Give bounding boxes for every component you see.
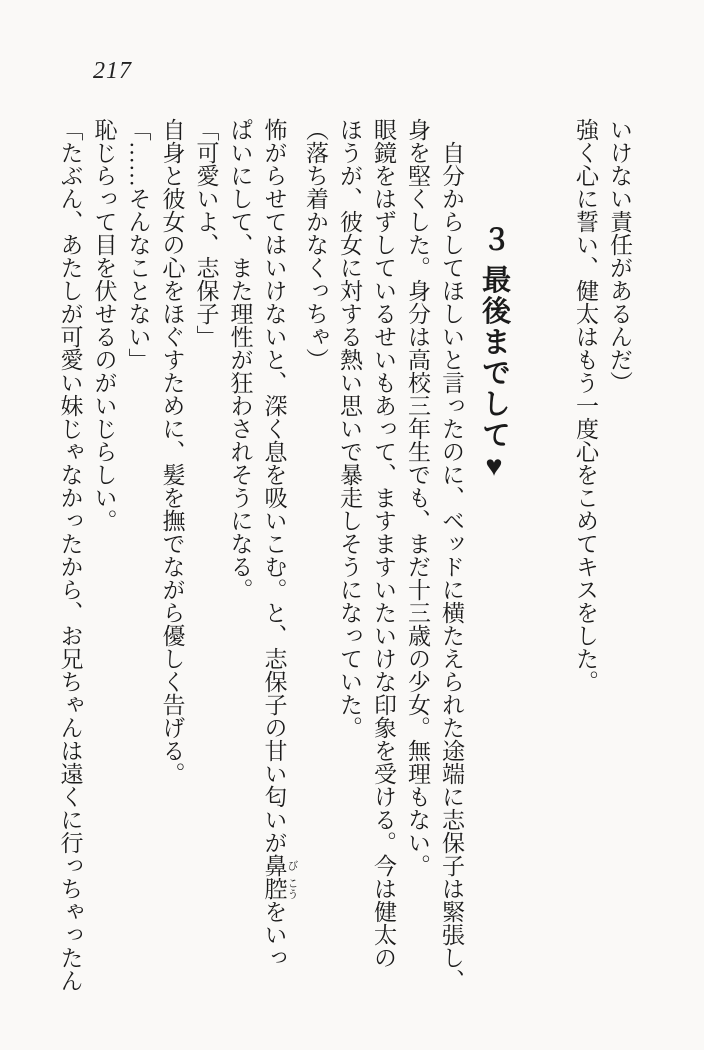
dialogue-line: 「たぶん、あたしが可愛い妹じゃなかったから、お兄ちゃんは遠くに行っちゃったん xyxy=(57,118,83,992)
text-line: ぱいにして、また理性が狂わされそうになる。 xyxy=(227,118,253,601)
text-line: ほうが、彼女に対する熱い思いで暴走しそうになっていた。 xyxy=(337,118,362,739)
dialogue-line: 「……そんなことない」 xyxy=(125,118,151,371)
text-line: 眼鏡をはずしているせいもあって、ますますいたいけな印象を受ける。今は健太の xyxy=(371,118,396,969)
text-line-with-ruby xyxy=(257,118,299,998)
chapter-heading: ３ 最後までして♥ xyxy=(478,224,510,485)
text-line: いけない責任があるんだ） xyxy=(607,118,632,394)
text-segment: 怖がらせてはいけないと、深く息を吸いこむ。と、志保子の甘い匂いが xyxy=(261,118,287,854)
ruby-base: 腔 xyxy=(261,877,287,900)
text-line: （落ち着かなくっちゃ） xyxy=(303,118,328,371)
text-line: 恥じらって目を伏せるのがいじらしい。 xyxy=(91,118,117,532)
page-number: 217 xyxy=(93,58,132,84)
dialogue-line: 「可愛いよ、志保子」 xyxy=(193,118,219,348)
ruby-base: 鼻 xyxy=(261,854,287,877)
furigana-text: び xyxy=(286,854,298,877)
text-segment: をいっ xyxy=(261,900,287,969)
furigana-ruby xyxy=(261,854,298,900)
text-line: 強く心に誓い、健太はもう一度心をこめてキスをした。 xyxy=(573,118,598,693)
text-line: 身を堅くした。身分は高校三年生でも、まだ十三歳の少女。無理もない。 xyxy=(405,118,430,877)
furigana-text: こう xyxy=(286,877,298,900)
text-line: 自分からしてほしいと言ったのに、ベッドに横たえられた途端に志保子は緊張し、 xyxy=(439,141,464,992)
text-line: 自身と彼女の心をほぐすために、髪を撫でながら優しく告げる。 xyxy=(159,118,185,785)
page-text-block xyxy=(53,118,637,998)
